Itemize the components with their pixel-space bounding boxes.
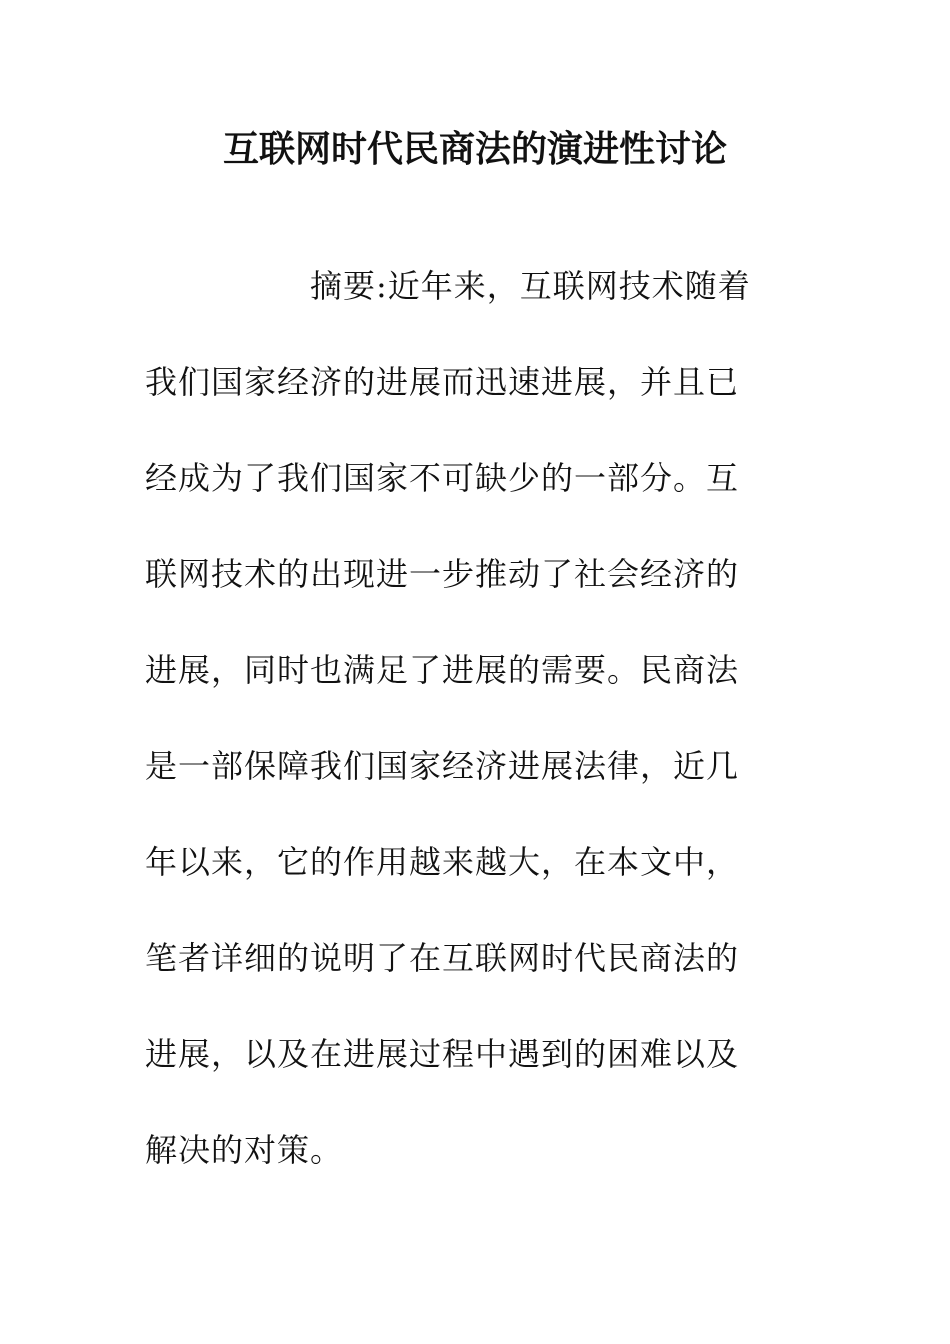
abstract-line: 摘要:近年来，互联网技术随着: [310, 267, 751, 305]
abstract-line: 联网技术的出现进一步推动了社会经济的: [145, 555, 740, 593]
abstract-line: 笔者详细的说明了在互联网时代民商法的: [145, 939, 740, 977]
abstract-line: 是一部保障我们国家经济进展法律，近几: [145, 747, 740, 785]
abstract-line: 我们国家经济的进展而迅速进展，并且已: [145, 363, 740, 401]
abstract-line: 经成为了我们国家不可缺少的一部分。互: [145, 459, 740, 497]
abstract-line: 年以来，它的作用越来越大，在本文中，: [145, 843, 740, 881]
abstract-paragraph: [145, 255, 810, 1215]
abstract-line: 解决的对策。: [145, 1131, 344, 1169]
abstract-line: 进展，同时也满足了进展的需要。民商法: [145, 651, 740, 689]
abstract-line: 进展，以及在进展过程中遇到的困难以及: [145, 1035, 740, 1073]
document-title: 互联网时代民商法的演进性讨论: [222, 129, 727, 170]
